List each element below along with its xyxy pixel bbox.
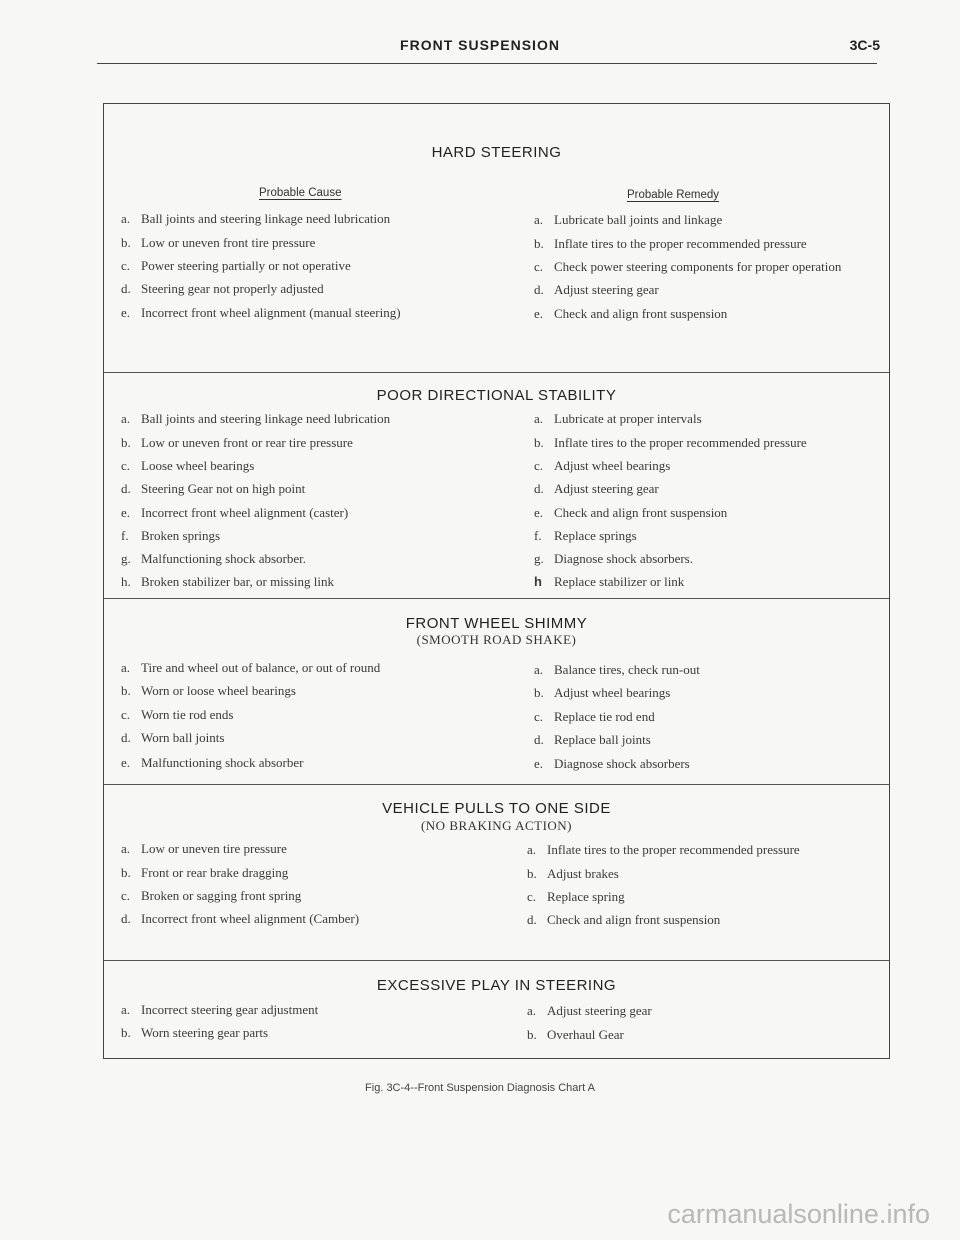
remedy-item: b. Overhaul Gear xyxy=(527,1027,624,1042)
cause-item: b. Low or uneven front tire pressure xyxy=(121,235,316,250)
remedy-item: d. Replace ball joints xyxy=(534,732,651,747)
figure-caption: Fig. 3C-4--Front Suspension Diagnosis Chart A xyxy=(365,1082,595,1094)
cause-item: b. Worn steering gear parts xyxy=(121,1025,269,1040)
cause-item: a. Tire and wheel out of balance, or out of round xyxy=(121,660,381,675)
section-title: VEHICLE PULLS TO ONE SIDE xyxy=(382,800,611,817)
remedy-item: e. Check and align front suspension xyxy=(534,306,728,321)
cause-item: b. Low or uneven front or rear tire pressure xyxy=(121,435,353,450)
remedy-item: d. Adjust steering gear xyxy=(534,282,659,297)
watermark: carmanualsonline.info xyxy=(667,1199,930,1229)
page-number: 3C-5 xyxy=(849,37,880,53)
cause-item: b. Worn or loose wheel bearings xyxy=(121,683,296,698)
diagnosis-chart xyxy=(103,103,890,1059)
cause-item: c. Power steering partially or not operative xyxy=(121,258,351,273)
cause-item: b. Front or rear brake dragging xyxy=(121,865,289,880)
remedy-item: a. Inflate tires to the proper recommended pressure xyxy=(527,842,800,857)
cause-item: a. Incorrect steering gear adjustment xyxy=(121,1002,319,1017)
remedy-item: a. Lubricate at proper intervals xyxy=(534,411,702,426)
section-subtitle: (NO BRAKING ACTION) xyxy=(420,818,573,833)
cause-item: g. Malfunctioning shock absorber. xyxy=(121,551,306,566)
remedy-item: b. Adjust wheel bearings xyxy=(534,685,671,700)
remedy-item: b. Adjust brakes xyxy=(527,866,619,881)
section-vehicle-pulls xyxy=(104,784,889,960)
section-title: EXCESSIVE PLAY IN STEERING xyxy=(376,977,617,994)
cause-column-header: Probable Cause xyxy=(259,187,342,199)
remedy-item: c. Check power steering components for proper operation xyxy=(534,259,842,274)
page-header-title: FRONT SUSPENSION xyxy=(400,37,560,53)
section-excessive-play xyxy=(104,960,889,1057)
remedy-item: a. Balance tires, check run-out xyxy=(534,662,700,677)
cause-item: e. Incorrect front wheel alignment (caster) xyxy=(121,505,349,520)
remedy-item: b. Inflate tires to the proper recommended pressure xyxy=(534,236,807,251)
cause-item: a. Ball joints and steering linkage need lubrication xyxy=(121,211,391,226)
cause-item: a. Ball joints and steering linkage need lubrication xyxy=(121,411,391,426)
remedy-item: c. Replace tie rod end xyxy=(534,709,655,724)
remedy-item: e. Diagnose shock absorbers xyxy=(534,756,690,771)
remedy-item: f. Replace springs xyxy=(534,528,637,543)
cause-item: d. Worn ball joints xyxy=(121,730,225,745)
section-title: FRONT WHEEL SHIMMY xyxy=(405,615,588,632)
remedy-item: d. Check and align front suspension xyxy=(527,912,721,927)
cause-item: c. Loose wheel bearings xyxy=(121,458,255,473)
section-hard-steering xyxy=(104,104,889,372)
remedy-item: g. Diagnose shock absorbers. xyxy=(534,551,693,566)
cause-item: e. Incorrect front wheel alignment (manual steering) xyxy=(121,305,401,320)
remedy-column-header: Probable Remedy xyxy=(627,189,720,201)
remedy-item: e. Check and align front suspension xyxy=(534,505,728,520)
section-title: POOR DIRECTIONAL STABILITY xyxy=(376,387,617,404)
remedy-item: d. Adjust steering gear xyxy=(534,481,659,496)
cause-item: e. Malfunctioning shock absorber xyxy=(121,755,304,770)
header-rule xyxy=(97,63,877,64)
cause-item: c. Broken or sagging front spring xyxy=(121,888,302,903)
remedy-item: b. Inflate tires to the proper recommended pressure xyxy=(534,435,807,450)
remedy-item: a. Lubricate ball joints and linkage xyxy=(534,212,723,227)
section-subtitle: (SMOOTH ROAD SHAKE) xyxy=(416,632,577,647)
cause-item: h. Broken stabilizer bar, or missing link xyxy=(121,574,335,589)
cause-item: d. Incorrect front wheel alignment (Camber) xyxy=(121,911,360,926)
remedy-item: c. Replace spring xyxy=(527,889,625,904)
section-poor-directional-stability xyxy=(104,372,889,598)
cause-item: d. Steering Gear not on high point xyxy=(121,481,306,496)
remedy-item: a. Adjust steering gear xyxy=(527,1003,652,1018)
section-title: HARD STEERING xyxy=(431,144,562,161)
cause-item: d. Steering gear not properly adjusted xyxy=(121,281,324,296)
cause-item: f. Broken springs xyxy=(121,528,221,543)
remedy-item: h Replace stabilizer or link xyxy=(534,574,685,589)
remedy-item: c. Adjust wheel bearings xyxy=(534,458,671,473)
cause-item: a. Low or uneven tire pressure xyxy=(121,841,287,856)
section-front-wheel-shimmy xyxy=(104,598,889,784)
cause-item: c. Worn tie rod ends xyxy=(121,707,234,722)
